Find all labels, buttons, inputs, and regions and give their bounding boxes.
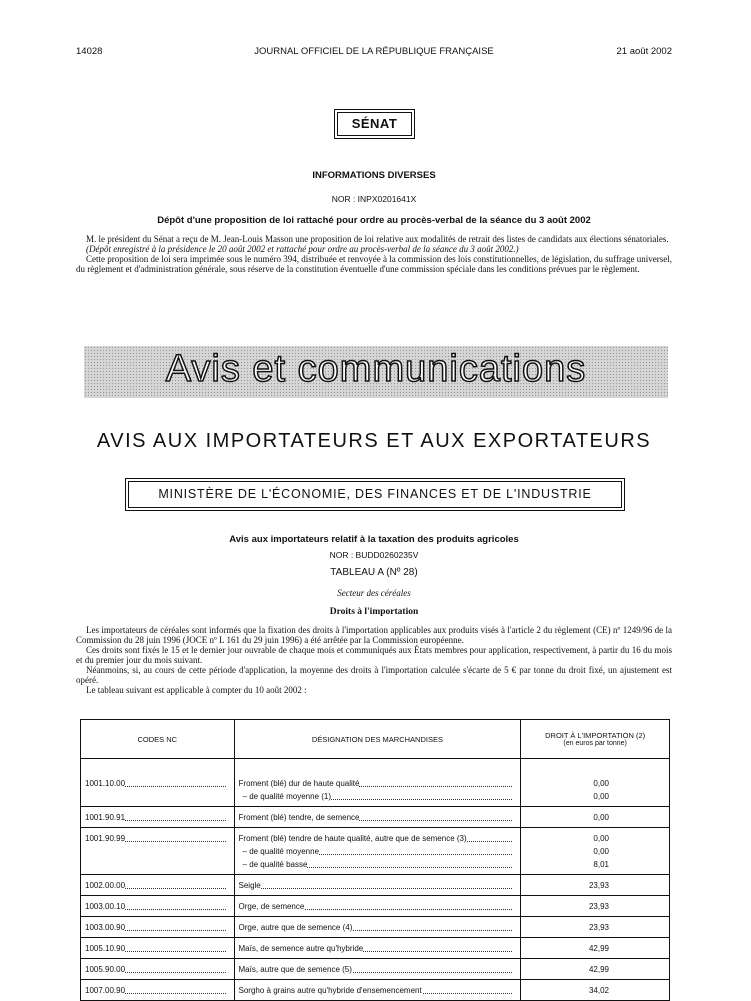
- droits-label: Droits à l'importation: [329, 607, 419, 617]
- col-header-duty-unit: (en euros par tonne): [563, 740, 627, 747]
- duty-value: 0,00: [593, 792, 609, 801]
- nc-code: 1001.90.91: [85, 813, 126, 822]
- designation-text: – de qualité basse: [242, 860, 308, 869]
- avis-subtitle: Avis aux importateurs relatif à la taxation des produits agricoles: [229, 534, 519, 545]
- designation-text: Orge, autre que de semence (4): [238, 923, 353, 932]
- avis-paragraph-2: Ces droits sont fixés le 15 et le dernier jour ouvrable de chaque mois et communiqués aux États membres pour application, respectivement, à partir du 16 du mois et du premier jour du mois suivant.: [76, 645, 672, 665]
- nc-code-cell: [81, 959, 235, 980]
- page-header: [76, 46, 672, 60]
- nc-code: 1007.00.90: [85, 986, 126, 995]
- table-row: [81, 828, 670, 875]
- senat-paragraph-1: M. le président du Sénat a reçu de M. Jean-Louis Masson une proposition de loi relative aux modalités de retrait des listes de candidats aux élections sénatoriales.: [86, 234, 669, 244]
- duty-cell: [521, 938, 670, 959]
- nc-code-cell: [81, 828, 235, 875]
- designation-text: Orge, de semence: [238, 902, 305, 911]
- avis-paragraph-4: Le tableau suivant est applicable à compter du 10 août 2002 :: [86, 685, 307, 695]
- nc-code-cell: [81, 980, 235, 1001]
- table-row: [81, 917, 670, 938]
- nc-code-cell: [81, 938, 235, 959]
- senat-paragraph-3: Cette proposition de loi sera imprimée sous le numéro 394, distribuée et renvoyée à la commission des lois constitutionnelles, de législation, du suffrage universel, du règlement et d'administration générale, sous réserve de la constitution éventuelle d'une commission spéciale dans les conditions prévues par le règlement.: [76, 254, 672, 274]
- banner-title: Avis et communications: [165, 348, 587, 390]
- journal-title: JOURNAL OFFICIEL DE LA RÉPUBLIQUE FRANÇAISE: [254, 46, 494, 57]
- col-header-duty-main: DROIT À L'IMPORTATION (2): [545, 731, 646, 740]
- duty-value: 23,93: [588, 923, 609, 932]
- designation-cell: [234, 917, 521, 938]
- nc-code-cell: [81, 896, 235, 917]
- table-row: [81, 896, 670, 917]
- nc-code: 1001.10.00: [85, 779, 126, 788]
- designation-cell: [234, 807, 521, 828]
- duty-cell: [521, 917, 670, 938]
- col-header-duty: [521, 720, 670, 759]
- designation-text: – de qualité moyenne: [242, 847, 320, 856]
- nor-reference-2: NOR : BUDD0260235V: [329, 550, 419, 560]
- tableau-label: TABLEAU A (Nº 28): [330, 567, 418, 578]
- avis-title: AVIS AUX IMPORTATEURS ET AUX EXPORTATEURS: [96, 430, 652, 452]
- duty-cell: [521, 759, 670, 807]
- table-row: [81, 759, 670, 807]
- page-number: 14028: [76, 46, 103, 57]
- table-row: [81, 938, 670, 959]
- nc-code: 1003.00.90: [85, 923, 126, 932]
- designation-text: Seigle: [238, 881, 261, 890]
- designation-cell: [234, 980, 521, 1001]
- nor-reference: NOR : INPX0201641X: [331, 194, 417, 204]
- ministry-box: MINISTÈRE DE L'ÉCONOMIE, DES FINANCES ET DE L'INDUSTRIE: [128, 481, 622, 508]
- section-banner: [84, 346, 668, 398]
- duty-value: 34,02: [588, 986, 609, 995]
- issue-date: 21 août 2002: [616, 46, 672, 57]
- duty-cell: [521, 959, 670, 980]
- duty-value: 0,00: [593, 834, 609, 843]
- duty-value: 42,99: [588, 944, 609, 953]
- nc-code-cell: [81, 807, 235, 828]
- col-header-codes: CODES NC: [81, 720, 235, 759]
- senat-box: SÉNAT: [337, 112, 412, 136]
- table-row: [81, 959, 670, 980]
- duty-cell: [521, 980, 670, 1001]
- senat-text: [76, 234, 672, 274]
- duty-cell: [521, 875, 670, 896]
- designation-text: Froment (blé) tendre de haute qualité, autre que de semence (3): [238, 834, 467, 843]
- avis-text: [76, 625, 672, 695]
- nc-code: 1003.00.10: [85, 902, 126, 911]
- duty-value: 42,99: [588, 965, 609, 974]
- duty-value: 0,00: [593, 813, 609, 822]
- duty-cell: [521, 828, 670, 875]
- table-row: [81, 875, 670, 896]
- duty-value: 0,00: [593, 847, 609, 856]
- duties-table: [80, 719, 670, 1001]
- nc-code-cell: [81, 759, 235, 807]
- avis-paragraph-3: Néanmoins, si, au cours de cette période d'application, la moyenne des droits à l'importation calculée s'écarte de 5 € par tonne du droit fixé, un ajustement est opéré.: [76, 665, 672, 685]
- duty-cell: [521, 807, 670, 828]
- table-row: [81, 807, 670, 828]
- section-heading: INFORMATIONS DIVERSES: [312, 170, 436, 181]
- designation-text: Froment (blé) tendre, de semence: [238, 813, 360, 822]
- proposal-subtitle: Dépôt d'une proposition de loi rattaché pour ordre au procès-verbal de la séance du 3 août 2002: [157, 215, 591, 226]
- designation-text: Maïs, autre que de semence (5): [238, 965, 352, 974]
- designation-cell: [234, 828, 521, 875]
- duty-value: 0,00: [593, 779, 609, 788]
- duty-value: 23,93: [588, 902, 609, 911]
- designation-cell: [234, 938, 521, 959]
- senat-paragraph-2: (Dépôt enregistré à la présidence le 20 août 2002 et rattaché pour ordre au procès-verbal de la séance du 3 août 2002.): [86, 244, 519, 254]
- designation-text: – de qualité moyenne (1): [242, 792, 332, 801]
- designation-cell: [234, 875, 521, 896]
- nc-code: 1005.90.00: [85, 965, 126, 974]
- nc-code: 1002.00.00: [85, 881, 126, 890]
- designation-text: Maïs, de semence autre qu'hybride: [238, 944, 364, 953]
- sector-label: Secteur des céréales: [337, 588, 411, 598]
- avis-paragraph-1: Les importateurs de céréales sont informés que la fixation des droits à l'importation applicables aux produits visés à l'article 2 du règlement (CE) nº 1249/96 de la Commission du 28 juin 1996 (JOCE nº L 161 du 29 juin 1996) a été arrêtée par la Commission européenne.: [76, 625, 672, 645]
- designation-cell: [234, 896, 521, 917]
- designation-text: Sorgho à grains autre qu'hybride d'ensemencement: [238, 986, 422, 995]
- nc-code: 1005.10.90: [85, 944, 126, 953]
- table-row: [81, 980, 670, 1001]
- designation-text: Froment (blé) dur de haute qualité: [238, 779, 360, 788]
- duty-value: 8,01: [593, 860, 609, 869]
- nc-code-cell: [81, 917, 235, 938]
- duty-cell: [521, 896, 670, 917]
- designation-cell: [234, 959, 521, 980]
- nc-code-cell: [81, 875, 235, 896]
- nc-code: 1001.90.99: [85, 834, 126, 843]
- col-header-designation: DÉSIGNATION DES MARCHANDISES: [234, 720, 521, 759]
- duty-value: 23,93: [588, 881, 609, 890]
- designation-cell: [234, 759, 521, 807]
